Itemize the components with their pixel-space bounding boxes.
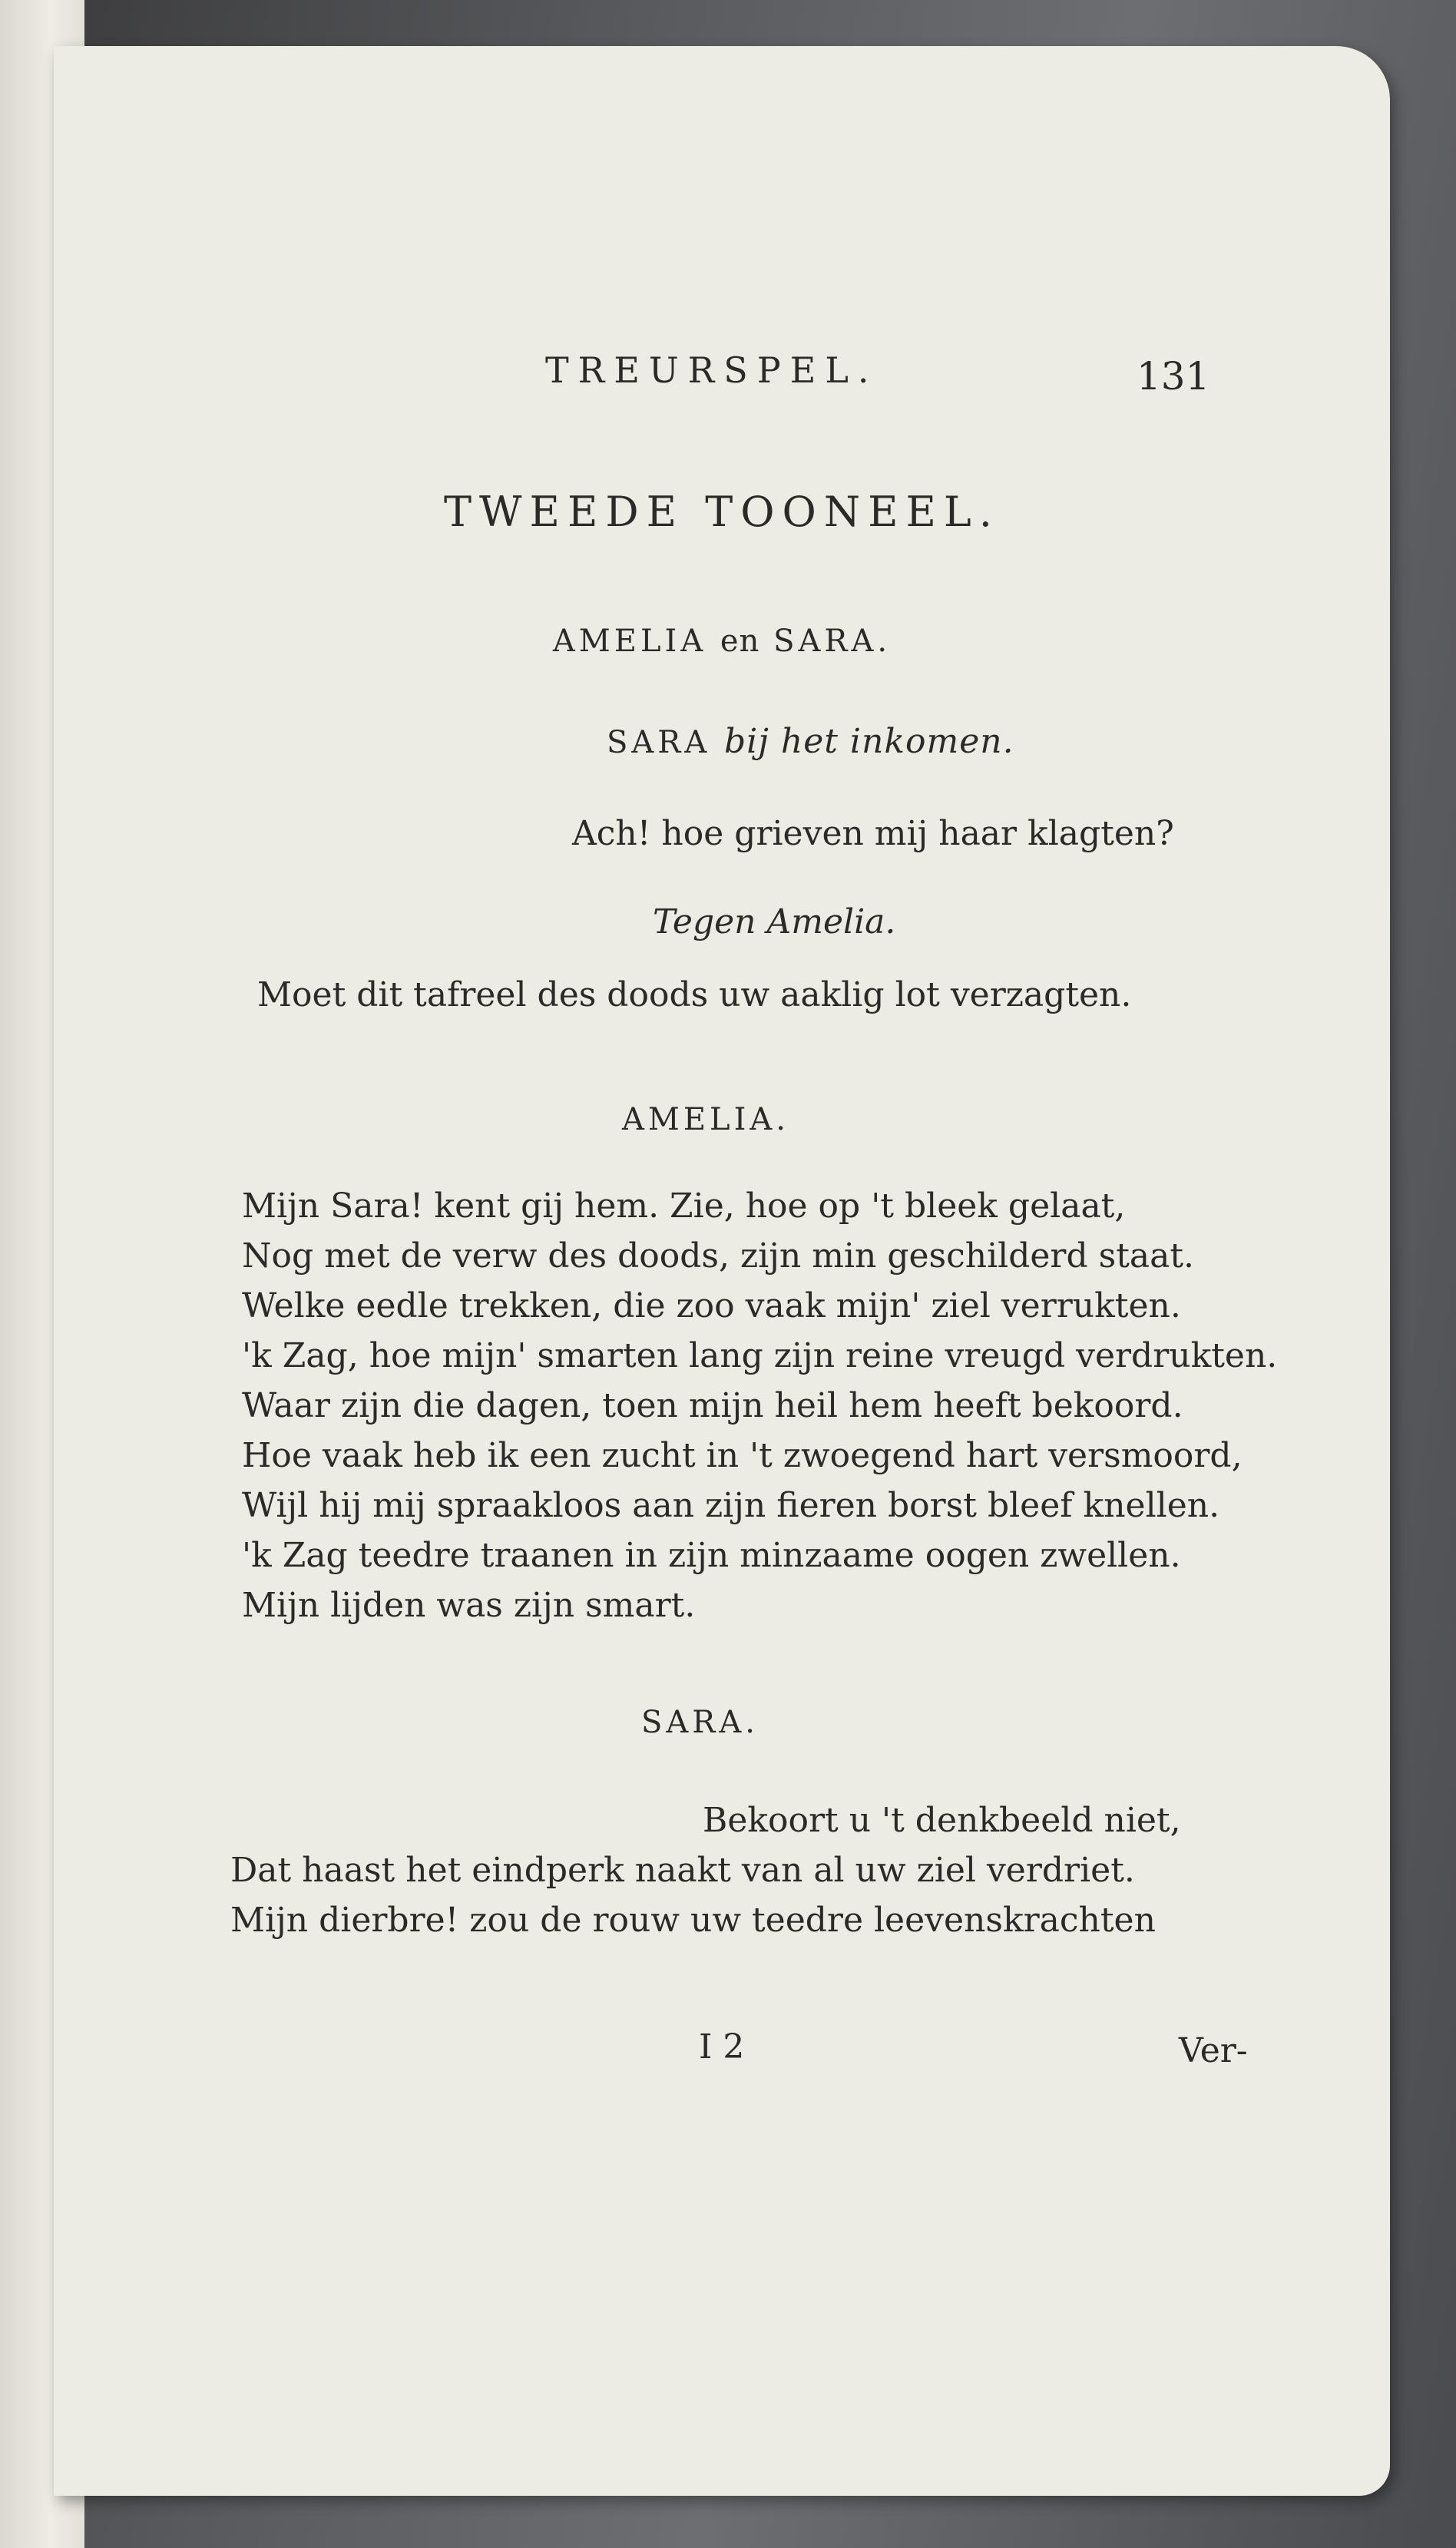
speaker-sara: SARA. [641, 1705, 759, 1740]
cast-name-2: SARA. [773, 624, 892, 659]
catchword: Ver- [1179, 2031, 1248, 2070]
verse-line: Nog met de verw des doods, zijn min geschilderd staat. [242, 1236, 1195, 1276]
verse-line: Mijn lijden was zijn smart. [242, 1586, 696, 1625]
verse-line: Mijn Sara! kent gij hem. Zie, hoe op 't bleek gelaat, [242, 1186, 1126, 1226]
cast-joiner: en [720, 624, 760, 659]
verse-line: 'k Zag, hoe mijn' smarten lang zijn reine vreugd verdrukten. [242, 1336, 1278, 1375]
stage-direction: bij het inkomen. [724, 722, 1014, 761]
verse-line: 'k Zag teedre traanen in zijn minzaame oogen zwellen. [242, 1536, 1181, 1575]
speaker-name: SARA [607, 725, 711, 760]
verse-line: Waar zijn die dagen, toen mijn heil hem heeft bekoord. [242, 1386, 1183, 1425]
stage-direction-line: Tegen Amelia. [653, 902, 896, 941]
verse-line: Dat haast het eindperk naakt van al uw ziel verdriet. [230, 1851, 1135, 1890]
scene-heading: TWEEDE TOONEEL. [444, 488, 1000, 536]
cast-name-1: AMELIA [552, 624, 707, 659]
verse-line: Hoe vaak heb ik een zucht in 't zwoegend hart versmoord, [242, 1436, 1243, 1475]
signature-mark: I 2 [699, 2027, 745, 2067]
book-page [54, 46, 1390, 2496]
running-title: TREURSPEL. [545, 349, 879, 391]
running-header [54, 349, 1390, 403]
verse-line: Welke eedle trekken, die zoo vaak mijn' ziel verrukten. [242, 1286, 1181, 1325]
speaker-sara-entry [607, 722, 1014, 761]
verse-line: Mijn dierbre! zou de rouw uw teedre leevenskrachten [230, 1901, 1156, 1940]
page-number: 131 [1137, 354, 1210, 399]
speaker-amelia: AMELIA. [622, 1102, 790, 1137]
verse-line: Ach! hoe grieven mij haar klagten? [572, 814, 1174, 853]
verse-line: Moet dit tafreel des doods uw aaklig lot verzagten. [257, 975, 1132, 1014]
cast-list [54, 624, 1390, 659]
verse-line: Bekoort u 't denkbeeld niet, [703, 1801, 1181, 1840]
verse-line: Wijl hij mij spraakloos aan zijn fieren borst bleef knellen. [242, 1486, 1220, 1525]
